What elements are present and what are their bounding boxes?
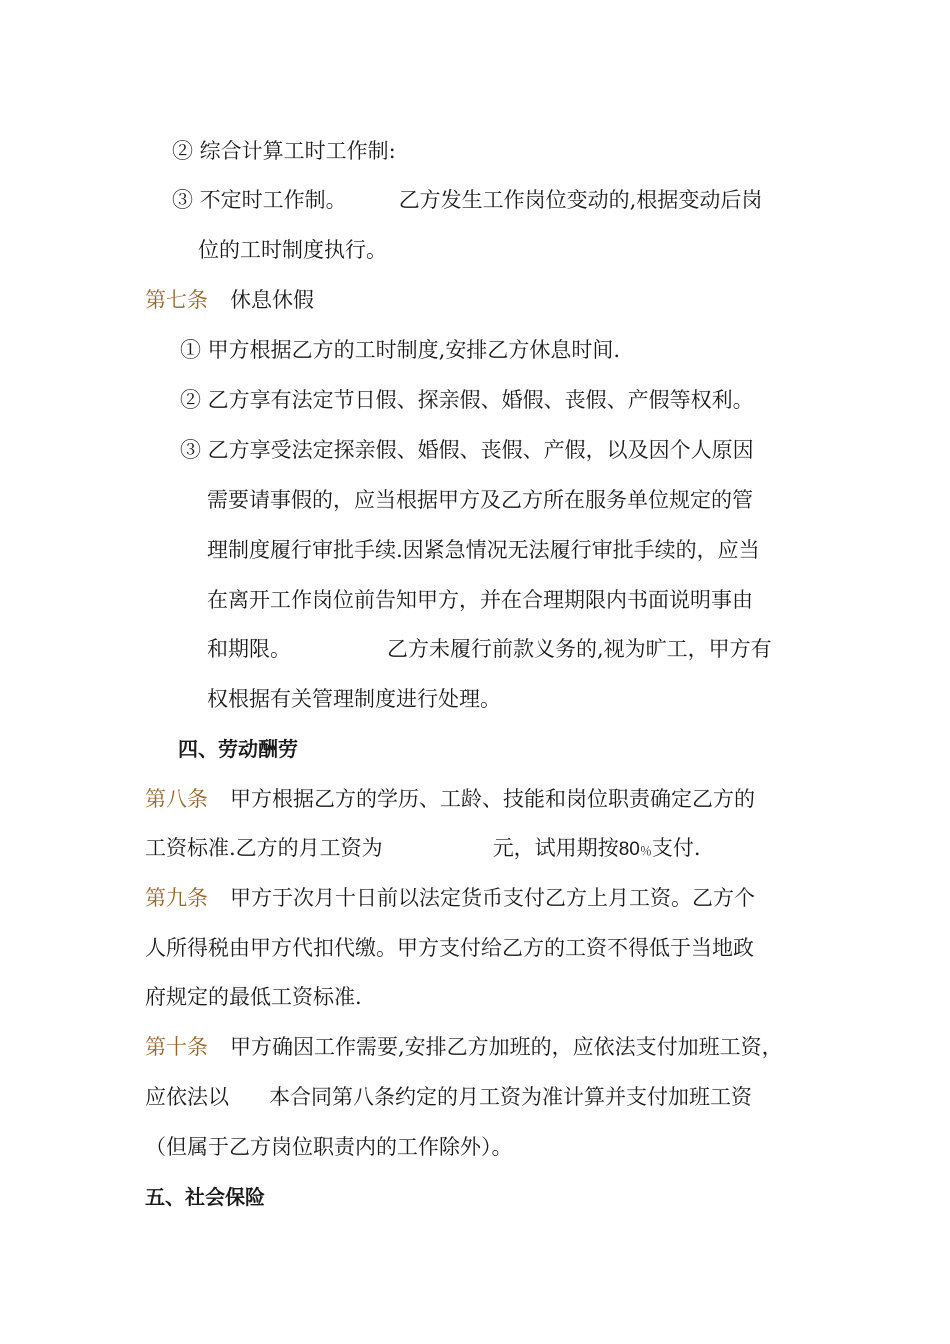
probation-percent-value: 80 [618,839,640,860]
article-10: 第十条 甲方确因工作需要,安排乙方加班的，应依法支付加班工资， [145,1035,783,1059]
article-title: 休息休假 [230,288,314,312]
item-leave-procedure-l2: 需要请事假的，应当根据甲方及乙方所在服务单位规定的管 [207,488,753,512]
item-leave-procedure-l6: 权根据有关管理制度进行处理。 [207,687,501,711]
article-7-heading [145,285,314,315]
section-4-heading: 四、劳动酬劳 [178,737,298,761]
item-comprehensive-hours: ② 综合计算工时工作制: [172,139,396,163]
item-leave-procedure-l3: 理制度履行审批手续.因紧急情况无法履行审批手续的，应当 [207,538,760,562]
item-flexible-hours: ③ 不定时工作制。 乙方发生工作岗位变动的,根据变动后岗 [172,188,763,212]
article-8-cont: 工资标准.乙方的月工资为 元，试用期按80％支付. [145,836,701,860]
item-holiday-rights: ② 乙方享有法定节日假、探亲假、婚假、丧假、产假等权利。 [180,388,754,412]
section-5-heading: 五、社会保险 [145,1185,265,1209]
article-9-l3: 府规定的最低工资标准. [145,985,362,1009]
percent-sign: ％ [639,844,652,858]
item-flexible-hours-cont: 位的工时制度执行。 [198,238,387,262]
article-label: 第七条 [145,288,208,312]
article-9-l2: 人所得税由甲方代扣代缴。甲方支付给乙方的工资不得低于当地政 [145,936,754,960]
article-label: 第八条 [145,787,208,811]
item-leave-procedure-l4: 在离开工作岗位前告知甲方，并在合理期限内书面说明事由 [207,588,753,612]
item-rest-time: ① 甲方根据乙方的工时制度,安排乙方休息时间. [180,338,621,362]
article-10-l2: 应依法以 本合同第八条约定的月工资为准计算并支付加班工资 [145,1085,752,1109]
article-label: 第十条 [145,1035,208,1059]
article-8: 第八条 甲方根据乙方的学历、工龄、技能和岗位职责确定乙方的 [145,787,755,811]
article-9: 第九条 甲方于次月十日前以法定货币支付乙方上月工资。乙方个 [145,886,755,910]
article-label: 第九条 [145,886,208,910]
article-10-l3: （但属于乙方岗位职责内的工作除外）。 [145,1135,513,1159]
item-leave-procedure: ③ 乙方享受法定探亲假、婚假、丧假、产假，以及因个人原因 [180,438,754,462]
item-leave-procedure-l5: 和期限。 乙方未履行前款义务的,视为旷工，甲方有 [207,637,772,661]
